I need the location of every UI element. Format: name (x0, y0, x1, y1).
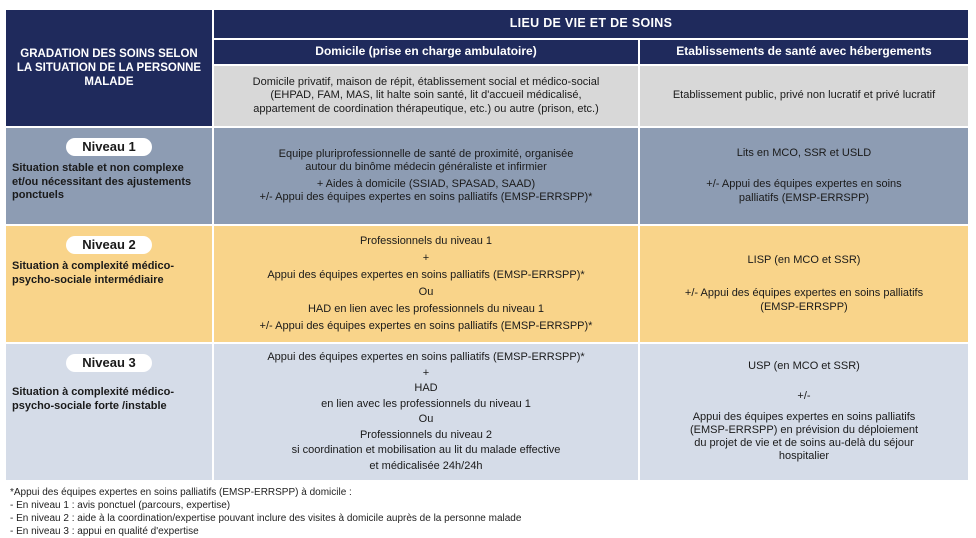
etablissements-column-header: Etablissements de santé avec hébergements (640, 40, 968, 66)
level-1-description: Situation stable et non complexe et/ou nécessitant des ajustements ponctuels (12, 162, 192, 201)
text-line: Lits en MCO, SSR et USLD (736, 147, 872, 160)
text-line: Ou (418, 413, 434, 425)
text-line: Appui des équipes expertes en soins palliatifs (EMSP-ERRSPP)* (267, 269, 585, 281)
text-line: Equipe pluriprofessionnelle de santé de proximité, organisée (278, 147, 574, 160)
footnote-line: - En niveau 2 : aide à la coordination/expertise pouvant inclure des visites à domicile auprès de la personne malade (10, 513, 522, 524)
text-line: +/- Appui des équipes expertes en soins palliatifs (EMSP-ERRSPP)* (259, 320, 593, 332)
level-1-label-cell (6, 128, 214, 226)
level-1-domicile (214, 128, 640, 226)
level-2-etablissements (640, 226, 968, 344)
text-line: (EMSP-ERRSPP) (760, 300, 848, 313)
footnote-line: - En niveau 1 : avis ponctuel (parcours, expertise) (10, 500, 231, 511)
etablissements-description: Etablissement public, privé non lucratif et privé lucratif (640, 66, 968, 128)
level-3-etablissements (640, 344, 968, 482)
text-line: autour du binôme médecin généraliste et infirmier (305, 160, 547, 173)
text-line: + (422, 366, 430, 379)
text-line: Professionnels du niveau 2 (359, 428, 493, 441)
domicile-description: Domicile privatif, maison de répit, établissement social et médico-social (EHPAD, FAM, MAS, lit halte soin santé, lit d'accueil médicalisé, appartement de coordination thérapeutique, etc.) ou autre (prison, etc.) (214, 66, 640, 128)
level-3-domicile (214, 344, 640, 482)
text-line: + Aides à domicile (SSIAD, SPASAD, SAAD) (316, 178, 536, 190)
text-line: (EMSP-ERRSPP) en prévision du déploiement (689, 424, 919, 436)
footnotes (10, 486, 966, 538)
level-1-badge: Niveau 1 (66, 138, 151, 156)
text-line: si coordination et mobilisation au lit du malade effective (291, 444, 561, 456)
text-line: en lien avec les professionnels du niveau 1 (321, 397, 531, 410)
text-line: +/- Appui des équipes expertes en soins palliatifs (684, 287, 924, 300)
text-line: Ou (418, 286, 434, 298)
gradation-header: GRADATION DES SOINS SELON LA SITUATION DE LA PERSONNE MALADE (6, 10, 214, 128)
text-line: du projet de vie et de soins au-delà du séjour (694, 437, 914, 450)
footnote-line: *Appui des équipes expertes en soins palliatifs (EMSP-ERRSPP) à domicile : (10, 487, 352, 498)
level-3-description: Situation à complexité médico-psycho-sociale forte /instable (12, 386, 174, 412)
text-line: +/- (797, 389, 811, 402)
level-2-domicile (214, 226, 640, 344)
lieu-de-vie-header: LIEU DE VIE ET DE SOINS (214, 10, 968, 40)
level-3-label-cell (6, 344, 214, 482)
care-gradation-table (6, 10, 968, 483)
level-2-label-cell (6, 226, 214, 344)
text-line: palliatifs (EMSP-ERRSPP) (738, 191, 870, 204)
text-line: hospitalier (778, 450, 830, 463)
text-line: Professionnels du niveau 1 (359, 235, 493, 247)
text-line: HAD en lien avec les professionnels du niveau 1 (307, 303, 545, 315)
domicile-column-header: Domicile (prise en charge ambulatoire) (214, 40, 640, 66)
text-line: Appui des équipes expertes en soins palliatifs (692, 410, 916, 423)
text-line: Appui des équipes expertes en soins palliatifs (EMSP-ERRSPP)* (267, 351, 585, 363)
text-line: +/- Appui des équipes expertes en soins palliatifs (EMSP-ERRSPP)* (259, 191, 593, 204)
text-line: +/- Appui des équipes expertes en soins (706, 178, 902, 191)
level-2-description: Situation à complexité médico-psycho-sociale intermédiaire (12, 260, 174, 286)
text-line: USP (en MCO et SSR) (748, 360, 860, 373)
footnote-line: - En niveau 3 : appui en qualité d'expertise (10, 526, 199, 537)
text-line: et médicalisée 24h/24h (369, 459, 483, 472)
level-1-etablissements (640, 128, 968, 226)
text-line: LISP (en MCO et SSR) (747, 254, 861, 267)
text-line: HAD (414, 382, 438, 394)
text-line: + (422, 252, 430, 264)
level-3-badge: Niveau 3 (66, 354, 151, 372)
level-2-badge: Niveau 2 (66, 236, 151, 254)
